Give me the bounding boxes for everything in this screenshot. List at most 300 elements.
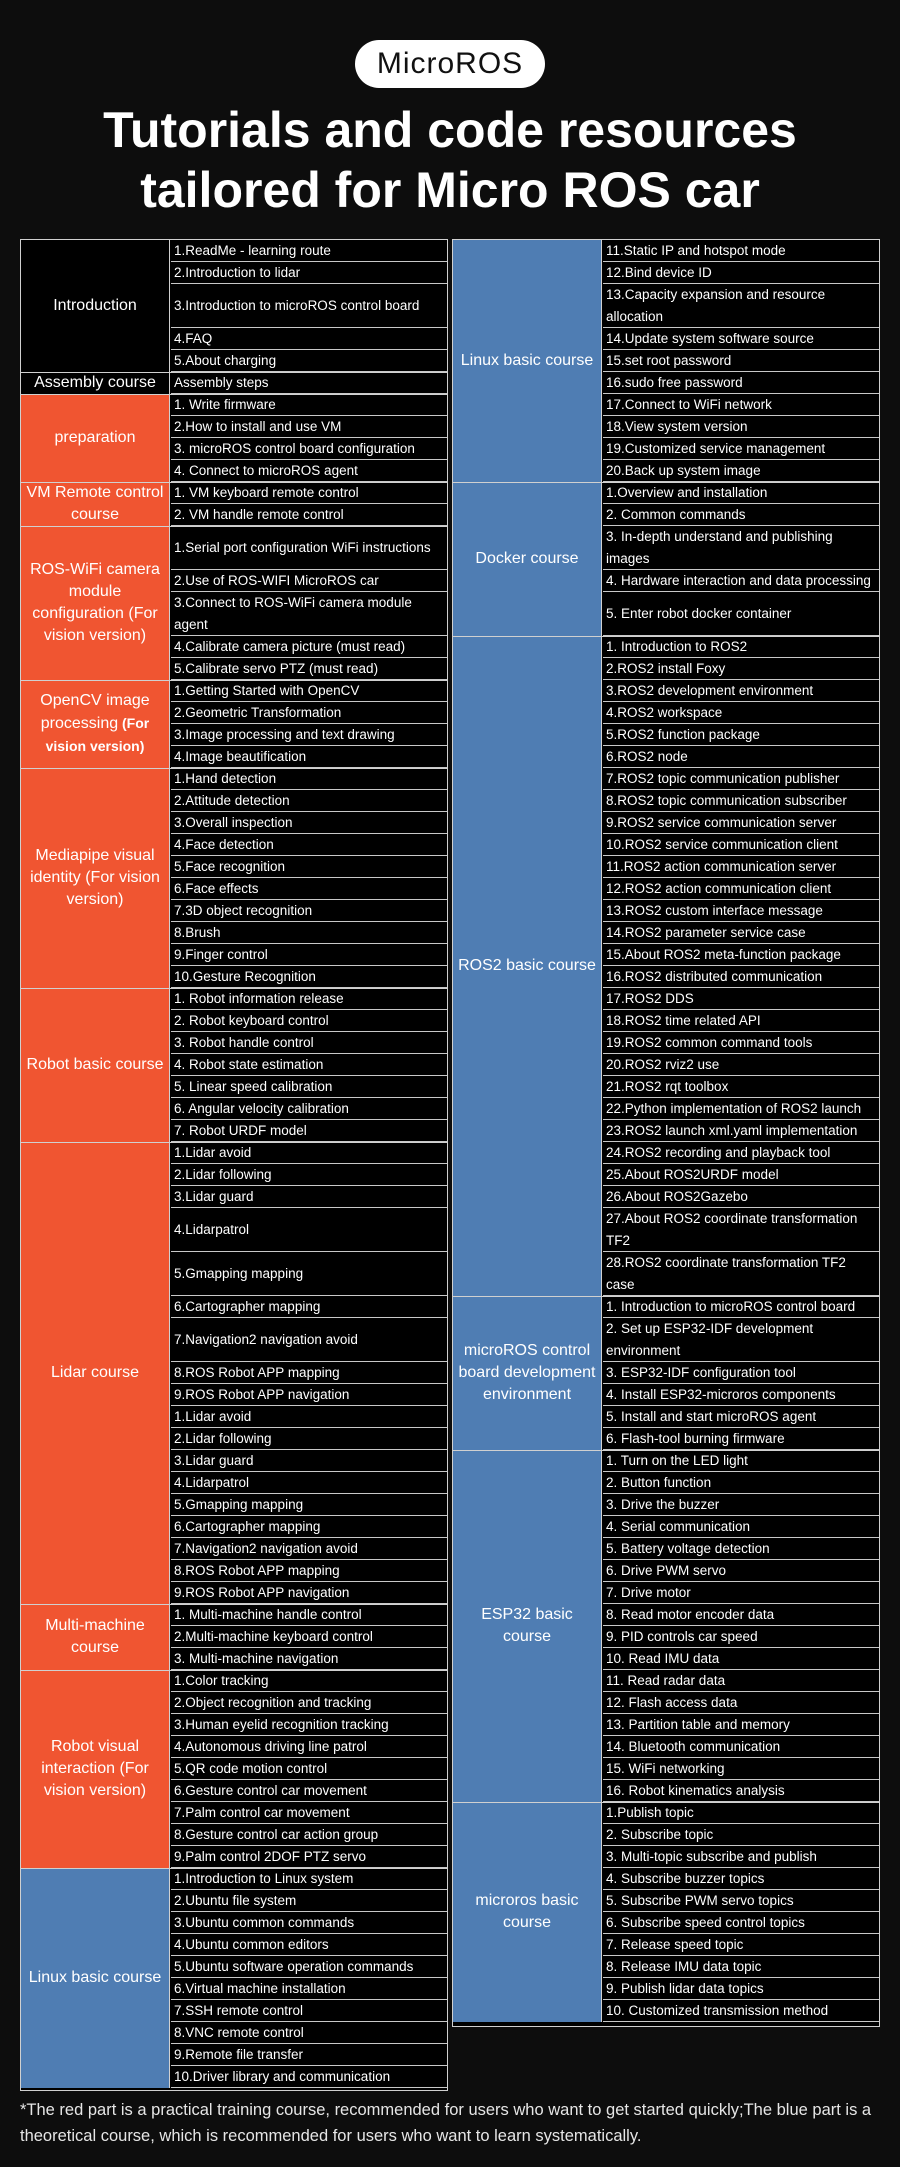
lesson-item (603, 1538, 879, 1560)
course-category-label: Linux basic course (460, 352, 594, 369)
lesson-title: 1.Lidar avoid (174, 1408, 252, 1424)
lesson-item (171, 1912, 447, 1934)
lesson-item (603, 658, 879, 680)
group-divider (21, 526, 447, 527)
lesson-title: 17.Connect to WiFi network (606, 396, 772, 412)
course-category-label: Lidar course (50, 1364, 140, 1381)
lesson-item (603, 504, 879, 526)
lesson-item (603, 482, 879, 504)
lesson-title: 3. microROS control board configuration (174, 440, 415, 456)
course-group-linux-basic-course (21, 1868, 447, 2088)
lesson-title: 5.Gmapping mapping (174, 1496, 304, 1512)
lesson-item (171, 1626, 447, 1648)
lesson-title: 19.ROS2 common command tools (606, 1034, 813, 1050)
lesson-title: 2. Common commands (606, 506, 746, 522)
lesson-item (171, 372, 447, 394)
lesson-item (171, 240, 447, 262)
lesson-item (603, 1428, 879, 1450)
lesson-item (603, 1560, 879, 1582)
lesson-title: 4. Install ESP32-microros components (606, 1386, 836, 1402)
lesson-title: 20.ROS2 rviz2 use (606, 1056, 720, 1072)
lesson-item (171, 1120, 447, 1142)
lesson-title: 1. Introduction to ROS2 (606, 638, 748, 654)
lesson-title: 3.Lidar guard (174, 1452, 254, 1468)
lesson-title: 3. ESP32-IDF configuration tool (606, 1364, 796, 1380)
lesson-title: 4.FAQ (174, 330, 213, 346)
lesson-title: 15. WiFi networking (606, 1760, 725, 1776)
lesson-title: 5. Linear speed calibration (174, 1078, 333, 1094)
lesson-item (603, 1582, 879, 1604)
lesson-title: 6.Cartographer mapping (174, 1298, 321, 1314)
lesson-title: 2. Subscribe topic (606, 1826, 714, 1842)
lesson-item (171, 504, 447, 526)
page-title (0, 100, 900, 220)
lesson-item (603, 1934, 879, 1956)
course-group-microros-basic-course (453, 1802, 879, 2022)
lesson-title: 1. Introduction to microROS control board (606, 1298, 856, 1314)
lesson-item (171, 1472, 447, 1494)
lesson-title: 8.VNC remote control (174, 2024, 304, 2040)
course-category-ros-wifi-camera-module-configuration (21, 526, 170, 680)
lesson-title: 10.Gesture Recognition (174, 968, 316, 984)
lesson-item (171, 1384, 447, 1406)
group-divider (21, 372, 447, 373)
lesson-item (171, 878, 447, 900)
lesson-title: 1. Robot information release (174, 990, 344, 1006)
group-divider (21, 394, 447, 395)
lesson-title: 5. Subscribe PWM servo topics (606, 1892, 794, 1908)
footnote: *The red part is a practical training course, recommended for users who want to get started quickly;The blue part is a theoretical course, which is recommended for users who want to learn systematically. (20, 2101, 872, 2145)
lesson-title: 3.Lidar guard (174, 1188, 254, 1204)
lesson-title: 14.Update system software source (606, 330, 814, 346)
lesson-title: 4. Serial communication (606, 1518, 751, 1534)
lesson-item (171, 1362, 447, 1384)
lesson-item (171, 482, 447, 504)
course-category-opencv-image-processing (21, 680, 170, 768)
course-category-mediapipe-visual-identity (21, 768, 170, 988)
course-category-label: Docker course (475, 550, 579, 567)
lesson-item (603, 1186, 879, 1208)
lesson-item (603, 1780, 879, 1802)
lesson-item (603, 1890, 879, 1912)
lesson-title: 3.Connect to ROS-WiFi camera module agent (174, 594, 412, 632)
lesson-list (603, 636, 879, 1296)
lesson-title: 1.Color tracking (174, 1672, 269, 1688)
course-category-label: Introduction (53, 297, 137, 314)
lesson-title: 6.Cartographer mapping (174, 1518, 321, 1534)
lesson-title: 6. Subscribe speed control topics (606, 1914, 805, 1930)
lesson-title: 7.SSH remote control (174, 2002, 304, 2018)
lesson-item (603, 1670, 879, 1692)
lesson-list (603, 1450, 879, 1802)
lesson-item (171, 1076, 447, 1098)
lesson-item (171, 1164, 447, 1186)
lesson-list (603, 1802, 879, 2022)
lesson-item (171, 856, 447, 878)
lesson-title: 2.Geometric Transformation (174, 704, 342, 720)
lesson-item (171, 768, 447, 790)
course-category-label: microROS control board development environment (458, 1342, 596, 1403)
course-group-assembly-course (21, 372, 447, 394)
lesson-title: 7.Navigation2 navigation avoid (174, 1540, 358, 1556)
course-category-vm-remote-control-course (21, 482, 170, 526)
lesson-item (603, 1868, 879, 1890)
lesson-list (171, 1604, 447, 1670)
course-category-label: preparation (54, 429, 136, 446)
lesson-title: 24.ROS2 recording and playback tool (606, 1144, 831, 1160)
course-category-label: microros basic course (475, 1892, 579, 1931)
course-group-vm-remote-control-course (21, 482, 447, 526)
lesson-item (603, 1648, 879, 1670)
lesson-list (171, 526, 447, 680)
lesson-title: 9. PID controls car speed (606, 1628, 758, 1644)
lesson-title: 9.Finger control (174, 946, 268, 962)
lesson-item (171, 812, 447, 834)
lesson-item (171, 2066, 447, 2088)
course-category-docker-course (453, 482, 602, 636)
lesson-title: 11.ROS2 action communication server (606, 858, 837, 874)
course-group-ros2-basic-course (453, 636, 879, 1296)
lesson-title: 4.ROS2 workspace (606, 704, 723, 720)
lesson-item (603, 1472, 879, 1494)
course-category-microros-control-board-development-environment (453, 1296, 602, 1450)
lesson-item (171, 636, 447, 658)
lesson-title: 8.Gesture control car action group (174, 1826, 379, 1842)
lesson-title: 3.ROS2 development environment (606, 682, 814, 698)
lesson-title: 4.Face detection (174, 836, 274, 852)
lesson-title: 6.Gesture control car movement (174, 1782, 367, 1798)
lesson-title: 2.Object recognition and tracking (174, 1694, 372, 1710)
lesson-title: 3.Overall inspection (174, 814, 293, 830)
lesson-title: 16. Robot kinematics analysis (606, 1782, 785, 1798)
lesson-title: 1. Multi-machine handle control (174, 1606, 362, 1622)
course-category-preparation (21, 394, 170, 482)
lesson-item (171, 680, 447, 702)
lesson-item (171, 900, 447, 922)
lesson-title: 2.How to install and use VM (174, 418, 342, 434)
lesson-item (603, 1076, 879, 1098)
lesson-title: 23.ROS2 launch xml.yaml implementation (606, 1122, 858, 1138)
lesson-item (603, 724, 879, 746)
lesson-item (171, 592, 447, 636)
lesson-item (171, 1560, 447, 1582)
lesson-item (603, 900, 879, 922)
lesson-item (171, 1890, 447, 1912)
lesson-item (603, 1318, 879, 1362)
lesson-title: Assembly steps (174, 374, 269, 390)
lesson-list (171, 394, 447, 482)
lesson-item (171, 1010, 447, 1032)
lesson-item (603, 438, 879, 460)
lesson-item (171, 1802, 447, 1824)
lesson-item (603, 1692, 879, 1714)
lesson-item (603, 240, 879, 262)
lesson-item (603, 922, 879, 944)
course-group-robot-visual-interaction (21, 1670, 447, 1868)
lesson-title: 4. Connect to microROS agent (174, 462, 358, 478)
group-divider (21, 482, 447, 483)
lesson-item (603, 702, 879, 724)
lesson-title: 1.Hand detection (174, 770, 277, 786)
lesson-list (171, 1868, 447, 2088)
title-line-2: tailored for Micro ROS car (140, 162, 760, 218)
lesson-item (171, 328, 447, 350)
lesson-item (171, 1582, 447, 1604)
lesson-title: 5.Gmapping mapping (174, 1265, 304, 1281)
course-category-label: Robot basic course (26, 1056, 164, 1073)
lesson-item (171, 702, 447, 724)
course-category-introduction (21, 240, 170, 372)
course-group-introduction (21, 240, 447, 372)
lesson-title: 6.Face effects (174, 880, 259, 896)
lesson-list (171, 482, 447, 526)
lesson-title: 5.Calibrate servo PTZ (must read) (174, 660, 379, 676)
lesson-item (603, 1406, 879, 1428)
group-divider (21, 1868, 447, 1869)
lesson-item (603, 1604, 879, 1626)
lesson-item (171, 1956, 447, 1978)
lesson-list (171, 768, 447, 988)
lesson-title: 8.ROS Robot APP mapping (174, 1562, 340, 1578)
lesson-item (171, 1758, 447, 1780)
course-category-label: Multi-machine course (45, 1617, 145, 1656)
lesson-title: 9.ROS2 service communication server (606, 814, 837, 830)
lesson-item (603, 966, 879, 988)
lesson-title: 2.Use of ROS-WIFI MicroROS car (174, 572, 379, 588)
lesson-title: 1.Serial port configuration WiFi instructions (174, 539, 431, 555)
lesson-title: 6.Virtual machine installation (174, 1980, 346, 1996)
lesson-item (603, 812, 879, 834)
lesson-title: 7.Navigation2 navigation avoid (174, 1331, 358, 1347)
lesson-title: 4.Autonomous driving line patrol (174, 1738, 367, 1754)
group-divider (21, 1670, 447, 1671)
lesson-list (603, 240, 879, 482)
lesson-item (171, 1868, 447, 1890)
lesson-item (171, 394, 447, 416)
lesson-title: 3.Human eyelid recognition tracking (174, 1716, 389, 1732)
lesson-item (171, 724, 447, 746)
lesson-title: 5. Enter robot docker container (606, 605, 792, 621)
lesson-title: 11. Read radar data (606, 1672, 726, 1688)
lesson-item (603, 570, 879, 592)
lesson-list (171, 1142, 447, 1604)
lesson-title: 9.Palm control 2DOF PTZ servo (174, 1848, 367, 1864)
lesson-title: 3.Ubuntu common commands (174, 1914, 355, 1930)
lesson-title: 4.Ubuntu common editors (174, 1936, 329, 1952)
lesson-item (171, 1494, 447, 1516)
course-category-label: Assembly course (34, 374, 156, 391)
lesson-title: 15.About ROS2 meta-function package (606, 946, 841, 962)
lesson-title: 6.ROS2 node (606, 748, 688, 764)
lesson-title: 8. Release IMU data topic (606, 1958, 762, 1974)
lesson-title: 6. Angular velocity calibration (174, 1100, 349, 1116)
lesson-title: 27.About ROS2 coordinate transformation TF2 (606, 1210, 858, 1248)
lesson-list (171, 372, 447, 394)
lesson-title: 8. Read motor encoder data (606, 1606, 775, 1622)
lesson-title: 28.ROS2 coordinate transformation TF2 case (606, 1254, 846, 1292)
lesson-title: 6. Drive PWM servo (606, 1562, 727, 1578)
lesson-item (171, 1648, 447, 1670)
course-group-docker-course (453, 482, 879, 636)
course-category-label: Mediapipe visual identity (For vision version) (30, 847, 160, 908)
lesson-item (603, 1142, 879, 1164)
lesson-title: 2.Multi-machine keyboard control (174, 1628, 373, 1644)
lesson-item (171, 658, 447, 680)
lesson-title: 11.Static IP and hotspot mode (606, 242, 786, 258)
lesson-title: 19.Customized service management (606, 440, 826, 456)
lesson-item (603, 328, 879, 350)
lesson-item (171, 944, 447, 966)
lesson-item (171, 1318, 447, 1362)
lesson-item (171, 284, 447, 328)
lesson-item (171, 1736, 447, 1758)
title-line-1: Tutorials and code resources (103, 102, 797, 158)
group-divider (21, 680, 447, 681)
lesson-title: 5.ROS2 function package (606, 726, 760, 742)
lesson-title: 1.Introduction to Linux system (174, 1870, 354, 1886)
lesson-title: 3. In-depth understand and publishing images (606, 528, 833, 566)
left-course-column (20, 239, 448, 2091)
lesson-item (603, 2000, 879, 2022)
lesson-title: 25.About ROS2URDF model (606, 1166, 779, 1182)
course-category-esp32-basic-course (453, 1450, 602, 1802)
lesson-item (603, 1516, 879, 1538)
lesson-item (171, 1692, 447, 1714)
lesson-item (603, 1824, 879, 1846)
lesson-item (603, 1098, 879, 1120)
lesson-item (603, 1010, 879, 1032)
lesson-item (171, 2000, 447, 2022)
lesson-item (603, 1736, 879, 1758)
group-divider (453, 1296, 879, 1297)
lesson-title: 4.Calibrate camera picture (must read) (174, 638, 406, 654)
lesson-item (171, 1054, 447, 1076)
lesson-item (171, 1846, 447, 1868)
lesson-title: 1. Write firmware (174, 396, 276, 412)
lesson-title: 4.Lidarpatrol (174, 1474, 250, 1490)
lesson-item (603, 1054, 879, 1076)
lesson-title: 3. Drive the buzzer (606, 1496, 720, 1512)
lesson-title: 5. Battery voltage detection (606, 1540, 770, 1556)
course-category-robot-visual-interaction (21, 1670, 170, 1868)
lesson-item (603, 878, 879, 900)
course-category-label: ROS2 basic course (458, 957, 596, 974)
lesson-title: 12. Flash access data (606, 1694, 738, 1710)
lesson-list (603, 482, 879, 636)
course-category-note: (For vision version) (45, 715, 150, 754)
lesson-item (603, 988, 879, 1010)
lesson-title: 2. Robot keyboard control (174, 1012, 329, 1028)
lesson-item (603, 768, 879, 790)
lesson-title: 12.ROS2 action communication client (606, 880, 832, 896)
lesson-item (171, 1142, 447, 1164)
lesson-title: 7. Drive motor (606, 1584, 691, 1600)
lesson-title: 13.Capacity expansion and resource allocation (606, 286, 826, 324)
lesson-title: 16.sudo free password (606, 374, 743, 390)
lesson-item (171, 2022, 447, 2044)
lesson-title: 9. Publish lidar data topics (606, 1980, 764, 1996)
lesson-title: 2.ROS2 install Foxy (606, 660, 726, 676)
course-category-label: ESP32 basic course (481, 1606, 573, 1645)
lesson-item (171, 1098, 447, 1120)
lesson-item (171, 746, 447, 768)
lesson-item (171, 460, 447, 482)
lesson-title: 4.Image beautification (174, 748, 307, 764)
lesson-title: 7.ROS2 topic communication publisher (606, 770, 840, 786)
group-divider (453, 636, 879, 637)
lesson-item (171, 1604, 447, 1626)
lesson-item (603, 1362, 879, 1384)
lesson-title: 4. Robot state estimation (174, 1056, 324, 1072)
course-group-esp32-basic-course (453, 1450, 879, 1802)
lesson-title: 1. VM keyboard remote control (174, 484, 359, 500)
lesson-item (603, 944, 879, 966)
lesson-item (603, 1384, 879, 1406)
lesson-list (171, 988, 447, 1142)
lesson-item (171, 1780, 447, 1802)
lesson-list (171, 1670, 447, 1868)
lesson-item (603, 746, 879, 768)
lesson-title: 9.Remote file transfer (174, 2046, 304, 2062)
lesson-title: 20.Back up system image (606, 462, 761, 478)
lesson-title: 8.Brush (174, 924, 221, 940)
group-divider (21, 988, 447, 989)
lesson-title: 1.ReadMe - learning route (174, 242, 331, 258)
lesson-item (603, 592, 879, 636)
lesson-item (603, 1714, 879, 1736)
lesson-item (603, 1494, 879, 1516)
lesson-title: 4. Subscribe buzzer topics (606, 1870, 765, 1886)
course-group-opencv-image-processing (21, 680, 447, 768)
lesson-title: 14.ROS2 parameter service case (606, 924, 806, 940)
lesson-title: 1. Turn on the LED light (606, 1452, 748, 1468)
lesson-item (603, 284, 879, 328)
lesson-item (171, 1450, 447, 1472)
lesson-title: 1.Overview and installation (606, 484, 768, 500)
lesson-title: 2. VM handle remote control (174, 506, 344, 522)
lesson-item (171, 1428, 447, 1450)
lesson-item (603, 856, 879, 878)
lesson-title: 9.ROS Robot APP navigation (174, 1584, 350, 1600)
lesson-title: 12.Bind device ID (606, 264, 712, 280)
lesson-title: 9.ROS Robot APP navigation (174, 1386, 350, 1402)
lesson-item (171, 1934, 447, 1956)
brand-badge: MicroROS (355, 40, 545, 88)
lesson-item (603, 460, 879, 482)
lesson-item (171, 1714, 447, 1736)
lesson-title: 10. Read IMU data (606, 1650, 720, 1666)
lesson-title: 21.ROS2 rqt toolbox (606, 1078, 729, 1094)
course-category-lidar-course (21, 1142, 170, 1604)
lesson-item (603, 1802, 879, 1824)
lesson-item (603, 1846, 879, 1868)
lesson-title: 2.Ubuntu file system (174, 1892, 297, 1908)
lesson-title: 7.3D object recognition (174, 902, 313, 918)
lesson-item (603, 636, 879, 658)
lesson-title: 4.Lidarpatrol (174, 1221, 250, 1237)
course-category-label: ROS-WiFi camera module configuration (For vision version) (30, 561, 160, 644)
lesson-item (603, 1956, 879, 1978)
lesson-item (603, 1032, 879, 1054)
lesson-title: 3.Image processing and text drawing (174, 726, 395, 742)
lesson-title: 5. Install and start microROS agent (606, 1408, 817, 1424)
group-divider (453, 1802, 879, 1803)
lesson-title: 7. Release speed topic (606, 1936, 744, 1952)
lesson-title: 10. Customized transmission method (606, 2002, 829, 2018)
lesson-title: 10.ROS2 service communication client (606, 836, 838, 852)
lesson-title: 1.Publish topic (606, 1804, 694, 1820)
course-group-ros-wifi-camera-module-configuration (21, 526, 447, 680)
